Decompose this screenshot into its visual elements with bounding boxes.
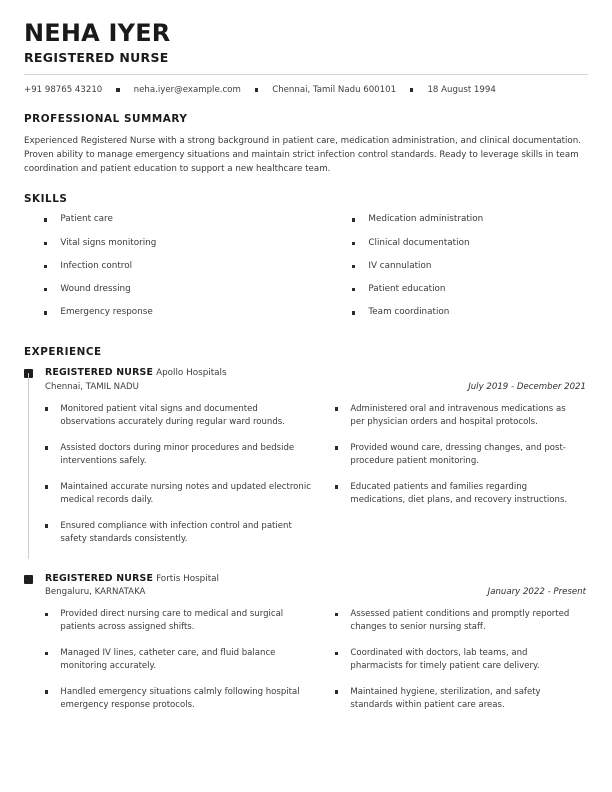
experience-company: Fortis Hospital xyxy=(156,573,219,584)
experience-list xyxy=(24,367,588,725)
square-bullet-icon xyxy=(45,524,48,527)
square-bullet-icon xyxy=(335,690,338,693)
experience-bullet-text: Assessed patient conditions and promptly reported changes to senior nursing staff. xyxy=(350,609,570,633)
experience-bullet xyxy=(335,647,588,673)
experience-bullet xyxy=(335,686,588,712)
square-bullet-icon xyxy=(352,311,355,314)
separator-dot-icon xyxy=(116,88,119,91)
experience-dates: July 2019 - December 2021 xyxy=(468,381,586,392)
square-bullet-icon xyxy=(45,407,48,410)
experience-bullet xyxy=(45,647,335,673)
section-heading-skills: SKILLS xyxy=(24,193,68,206)
section-heading-summary: PROFESSIONAL SUMMARY xyxy=(24,113,188,126)
experience-bullet-text: Monitored patient vital signs and documented observations accurately during regular ward rounds. xyxy=(60,403,285,427)
contact-email[interactable]: neha.iyer@example.com xyxy=(133,84,241,95)
experience-bullet-text: Educated patients and families regarding medications, diet plans, and recovery instructions. xyxy=(350,481,568,505)
separator-dot-icon xyxy=(255,88,258,91)
skill-label: Team coordination xyxy=(368,307,450,318)
experience-bullet-text: Maintained hygiene, sterilization, and safety standards within patient care areas. xyxy=(350,686,541,710)
contact-phone: +91 98765 43210 xyxy=(24,84,103,95)
experience-bullet xyxy=(45,686,335,712)
skill-label: Wound dressing xyxy=(60,283,131,294)
experience-subline xyxy=(45,587,588,597)
square-bullet-icon xyxy=(44,242,47,245)
experience-dates: January 2022 - Present xyxy=(487,587,586,598)
square-bullet-icon xyxy=(335,485,338,488)
section-experience xyxy=(24,346,588,725)
experience-bullets-right xyxy=(335,608,588,725)
experience-bullet-text: Provided direct nursing care to medical and surgical patients across assigned shifts. xyxy=(60,609,284,633)
skill-item xyxy=(332,261,588,272)
skill-label: Clinical documentation xyxy=(368,237,470,248)
experience-job-title: REGISTERED NURSE xyxy=(45,572,154,584)
square-bullet-icon xyxy=(352,242,355,245)
resume-header xyxy=(24,20,588,95)
skill-label: IV cannulation xyxy=(368,260,432,271)
skills-column-left xyxy=(24,214,332,330)
experience-bullets-grid xyxy=(45,403,588,559)
square-bullet-icon xyxy=(44,218,47,221)
section-skills xyxy=(24,193,588,330)
experience-bullet xyxy=(45,403,335,429)
candidate-title: REGISTERED NURSE xyxy=(24,49,169,65)
skill-item xyxy=(24,238,332,249)
square-bullet-icon xyxy=(335,613,338,616)
candidate-name: NEHA IYER xyxy=(24,19,171,47)
skill-label: Vital signs monitoring xyxy=(60,237,157,248)
square-bullet-icon xyxy=(45,652,48,655)
square-bullet-icon xyxy=(335,407,338,410)
experience-bullet-text: Ensured compliance with infection control and patient safety standards consistently. xyxy=(60,520,292,544)
experience-bullet-text: Managed IV lines, catheter care, and fluid balance monitoring accurately. xyxy=(60,648,276,671)
experience-bullet xyxy=(45,481,335,507)
separator-dot-icon xyxy=(410,88,413,91)
square-bullet-icon xyxy=(45,613,48,616)
section-professional-summary xyxy=(24,113,588,176)
experience-headline xyxy=(45,367,588,379)
skill-item xyxy=(24,307,332,318)
square-bullet-icon xyxy=(44,311,47,314)
skill-item xyxy=(24,214,332,225)
square-bullet-icon xyxy=(44,288,47,291)
experience-entry xyxy=(24,573,588,725)
skill-item xyxy=(332,214,588,225)
square-bullet-icon xyxy=(335,652,338,655)
skill-item xyxy=(332,238,588,249)
contact-row xyxy=(24,85,588,95)
experience-bullet-text: Maintained accurate nursing notes and updated electronic medical records daily. xyxy=(60,481,311,505)
square-bullet-icon xyxy=(45,485,48,488)
square-bullet-icon xyxy=(45,690,48,693)
summary-text: Experienced Registered Nurse with a strong background in patient care, medication administration, and clinical documentation. Proven ability to manage emergency situations and maintain strict infection control standards. Ready to leverage skills in team coordination and patient education to support a new healthcare team. xyxy=(24,136,581,175)
timeline-line xyxy=(28,373,29,558)
experience-bullets-left xyxy=(45,403,335,559)
experience-bullet-text: Assisted doctors during minor procedures and bedside interventions safely. xyxy=(60,442,295,466)
skills-column-right xyxy=(332,214,588,330)
contact-location: Chennai, Tamil Nadu 600101 xyxy=(272,84,397,95)
experience-bullet-text: Coordinated with doctors, lab teams, and pharmacists for timely patient care delivery. xyxy=(350,648,540,671)
experience-subline xyxy=(45,382,588,392)
square-bullet-icon xyxy=(44,265,47,268)
experience-bullet xyxy=(45,608,335,634)
skill-item xyxy=(332,284,588,295)
skill-item xyxy=(24,284,332,295)
experience-bullet xyxy=(335,442,588,468)
square-bullet-icon xyxy=(335,446,338,449)
square-bullet-icon xyxy=(45,446,48,449)
experience-headline xyxy=(45,573,588,585)
experience-bullets-left xyxy=(45,608,335,725)
experience-bullets-right xyxy=(335,403,588,559)
experience-bullets-grid xyxy=(45,608,588,725)
experience-bullet xyxy=(45,442,335,468)
contact-date-of-birth: 18 August 1994 xyxy=(427,84,496,95)
timeline-marker-icon xyxy=(24,575,33,584)
experience-entry xyxy=(24,367,588,558)
experience-location: Chennai, TAMIL NADU xyxy=(45,381,139,392)
skill-label: Patient care xyxy=(60,214,113,225)
experience-bullet xyxy=(335,608,588,634)
experience-bullet-text: Administered oral and intravenous medications as per physician orders and hospital protocols. xyxy=(350,403,566,427)
skill-item xyxy=(332,307,588,318)
experience-bullet-text: Handled emergency situations calmly following hospital emergency response protocols. xyxy=(60,686,300,710)
skill-label: Emergency response xyxy=(60,307,153,318)
experience-bullet-text: Provided wound care, dressing changes, and post-procedure patient monitoring. xyxy=(350,442,566,466)
experience-job-title: REGISTERED NURSE xyxy=(45,367,154,379)
skill-item xyxy=(24,261,332,272)
experience-bullet xyxy=(45,520,335,546)
experience-company: Apollo Hospitals xyxy=(156,368,227,379)
skills-grid xyxy=(24,214,588,330)
experience-location: Bengaluru, KARNATAKA xyxy=(45,587,146,598)
square-bullet-icon xyxy=(352,218,355,221)
skill-label: Medication administration xyxy=(368,214,484,225)
skill-label: Infection control xyxy=(60,260,133,271)
square-bullet-icon xyxy=(352,288,355,291)
experience-bullet xyxy=(335,481,588,507)
experience-bullet xyxy=(335,403,588,429)
header-divider xyxy=(24,74,588,75)
skill-label: Patient education xyxy=(368,283,446,294)
section-heading-experience: EXPERIENCE xyxy=(24,346,102,359)
square-bullet-icon xyxy=(352,265,355,268)
